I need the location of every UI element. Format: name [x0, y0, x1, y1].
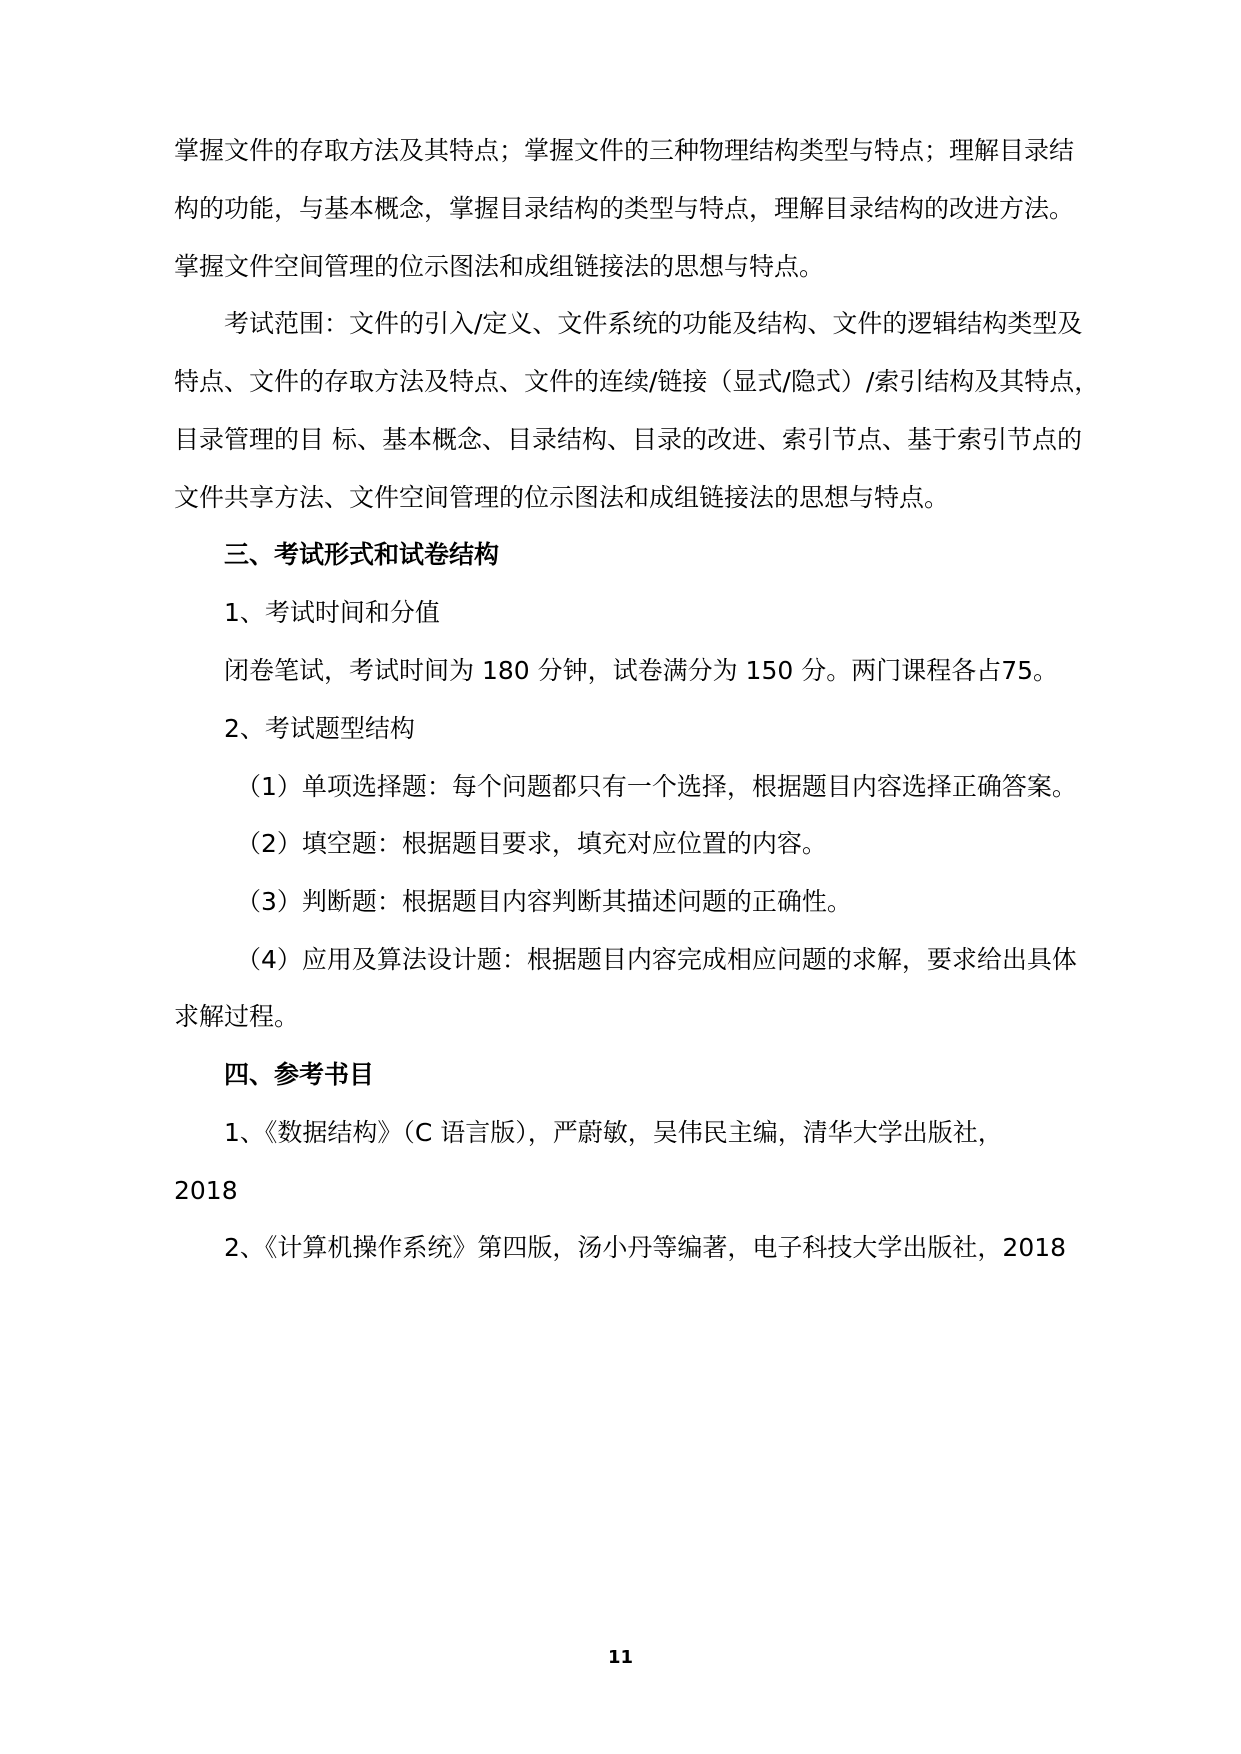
body-text-line: 文件共享方法、文件空间管理的位示图法和成组链接法的思想与特点。	[174, 483, 950, 512]
subheading-question-types: 2、考试题型结构	[224, 714, 415, 743]
list-item: （1）单项选择题：每个问题都只有一个选择，根据题目内容选择正确答案。	[236, 772, 1077, 801]
body-text-line: 闭卷笔试，考试时间为 180 分钟，试卷满分为 150 分。两门课程各占75。	[224, 656, 1059, 685]
list-item: （3）判断题：根据题目内容判断其描述问题的正确性。	[236, 887, 852, 916]
body-text-line: 求解过程。	[174, 1002, 300, 1031]
body-text-line: 特点、文件的存取方法及特点、文件的连续/链接（显式/隐式）/索引结构及其特点，	[174, 367, 1100, 396]
list-item: （2）填空题：根据题目要求，填充对应位置的内容。	[236, 829, 827, 858]
reference-item: 1、《数据结构》（C 语言版），严蔚敏，吴伟民主编，清华大学出版社，	[224, 1118, 1003, 1147]
reference-item: 2、《计算机操作系统》第四版，汤小丹等编著，电子科技大学出版社，2018	[224, 1233, 1067, 1262]
section-heading-references: 四、参考书目	[224, 1060, 375, 1089]
body-text-line: 掌握文件空间管理的位示图法和成组链接法的思想与特点。	[174, 252, 825, 281]
section-heading-exam-format: 三、考试形式和试卷结构	[224, 540, 500, 569]
list-item: （4）应用及算法设计题：根据题目内容完成相应问题的求解，要求给出具体	[236, 945, 1077, 974]
body-text-line: 考试范围：文件的引入/定义、文件系统的功能及结构、文件的逻辑结构类型及	[224, 309, 1083, 338]
body-text-line: 构的功能，与基本概念，掌握目录结构的类型与特点，理解目录结构的改进方法。	[174, 194, 1075, 223]
body-text-line: 掌握文件的存取方法及其特点；掌握文件的三种物理结构类型与特点；理解目录结	[174, 136, 1075, 165]
subheading-exam-time: 1、考试时间和分值	[224, 598, 440, 627]
reference-item-continuation: 2018	[174, 1176, 238, 1205]
page-number: 11	[607, 1647, 634, 1668]
body-text-line: 目录管理的目 标、基本概念、目录结构、目录的改进、索引节点、基于索引节点的	[174, 425, 1082, 454]
